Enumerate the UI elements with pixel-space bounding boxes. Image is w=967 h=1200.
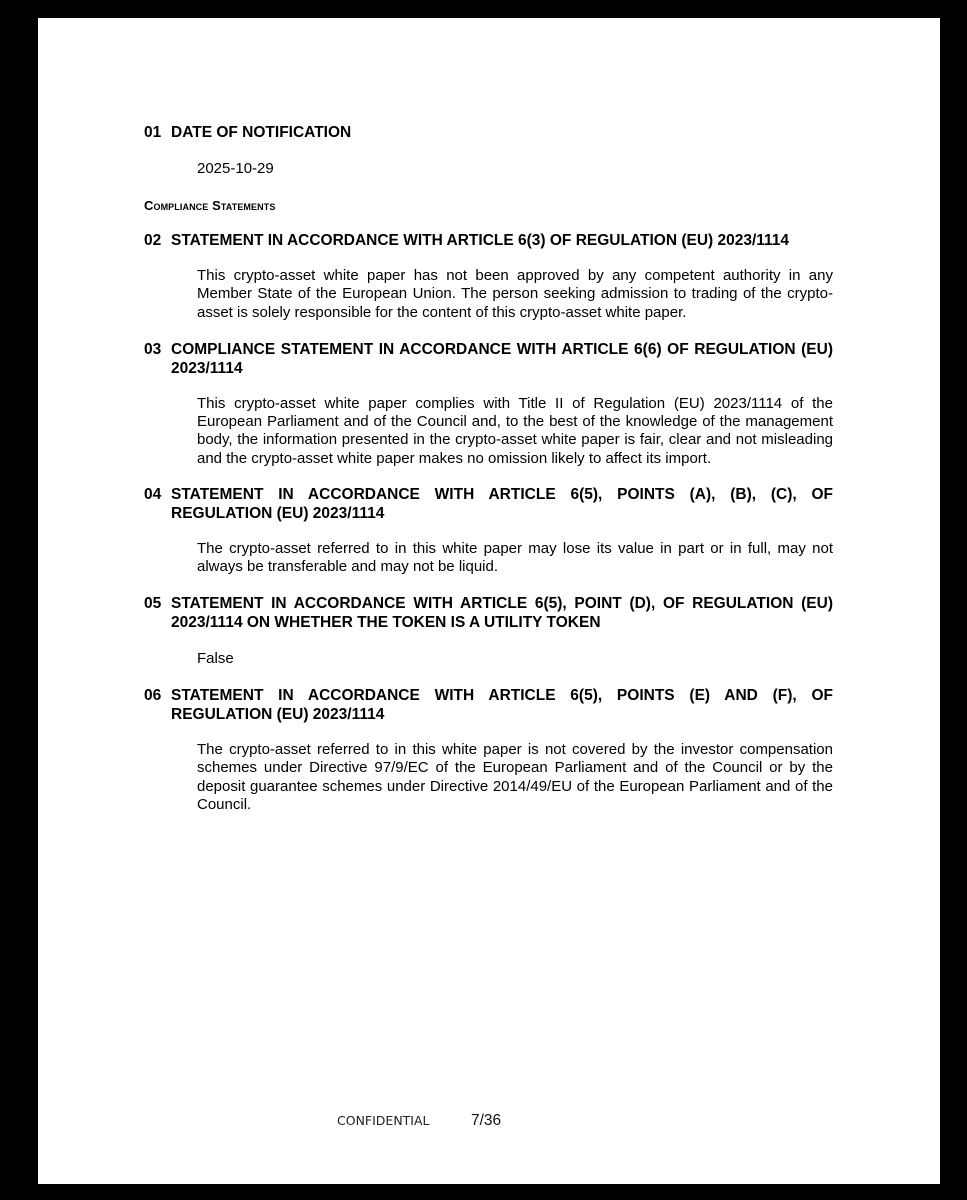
section-title: STATEMENT IN ACCORDANCE WITH ARTICLE 6(5), POINTS (A), (B), (C), OF REGULATION (EU) 2023/1114 [171, 486, 833, 523]
section-heading [144, 594, 833, 632]
section-05 [144, 594, 833, 668]
page-footer [38, 1112, 940, 1132]
section-title: COMPLIANCE STATEMENT IN ACCORDANCE WITH ARTICLE 6(6) OF REGULATION (EU) 2023/1114 [171, 340, 833, 377]
utility-token-answer: False [197, 649, 234, 667]
section-heading [144, 123, 833, 142]
section-03 [144, 340, 833, 468]
section-number: 01 [144, 124, 162, 141]
section-title: STATEMENT IN ACCORDANCE WITH ARTICLE 6(3) OF REGULATION (EU) 2023/1114 [171, 232, 790, 249]
section-number: 04 [144, 486, 162, 504]
section-heading [144, 686, 833, 724]
confidential-label: CONFIDENTIAL [337, 1113, 430, 1128]
section-heading [144, 485, 833, 523]
section-01 [144, 123, 833, 178]
section-number: 03 [144, 340, 162, 358]
section-number: 05 [144, 594, 162, 612]
section-text: The crypto-asset referred to in this white paper is not covered by the investor compensation schemes under Directive 97/9/EC of the European Parliament and of the Council or by the deposit guarantee schemes under Directive 2014/49/EU of the European Parliament and of the Council. [197, 740, 833, 813]
document-page [38, 18, 940, 1184]
section-02 [144, 231, 833, 322]
section-text: This crypto-asset white paper complies with Title II of Regulation (EU) 2023/1114 of the European Parliament and of the Council and, to the best of the knowledge of the management body, the information presented in the crypto-asset white paper is fair, clear and not misleading and the crypto-asset white paper makes no omission likely to affect its import. [197, 394, 833, 467]
section-text: This crypto-asset white paper has not been approved by any competent authority in any Member State of the European Union. The person seeking admission to trading of the crypto-asset is solely responsible for the content of this crypto-asset white paper. [197, 267, 833, 321]
section-title: STATEMENT IN ACCORDANCE WITH ARTICLE 6(5), POINTS (E) AND (F), OF REGULATION (EU) 2023/1114 [171, 686, 833, 723]
section-number: 06 [144, 686, 162, 704]
page-content [144, 123, 833, 814]
section-text: The crypto-asset referred to in this white paper may lose its value in part or in full, may not always be transferable and may not be liquid. [197, 540, 833, 576]
section-number: 02 [144, 232, 162, 249]
section-heading [144, 231, 833, 250]
notification-date: 2025-10-29 [197, 160, 274, 177]
section-title: DATE OF NOTIFICATION [171, 124, 352, 141]
section-heading [144, 340, 833, 378]
section-06 [144, 686, 833, 814]
page-number: 7/36 [471, 1112, 502, 1129]
section-04 [144, 485, 833, 577]
section-title: STATEMENT IN ACCORDANCE WITH ARTICLE 6(5), POINT (D), OF REGULATION (EU) 2023/1114 ON WHETHER THE TOKEN IS A UTILITY TOKEN [171, 594, 833, 631]
compliance-statements-subheading: Compliance Statements [144, 198, 276, 213]
